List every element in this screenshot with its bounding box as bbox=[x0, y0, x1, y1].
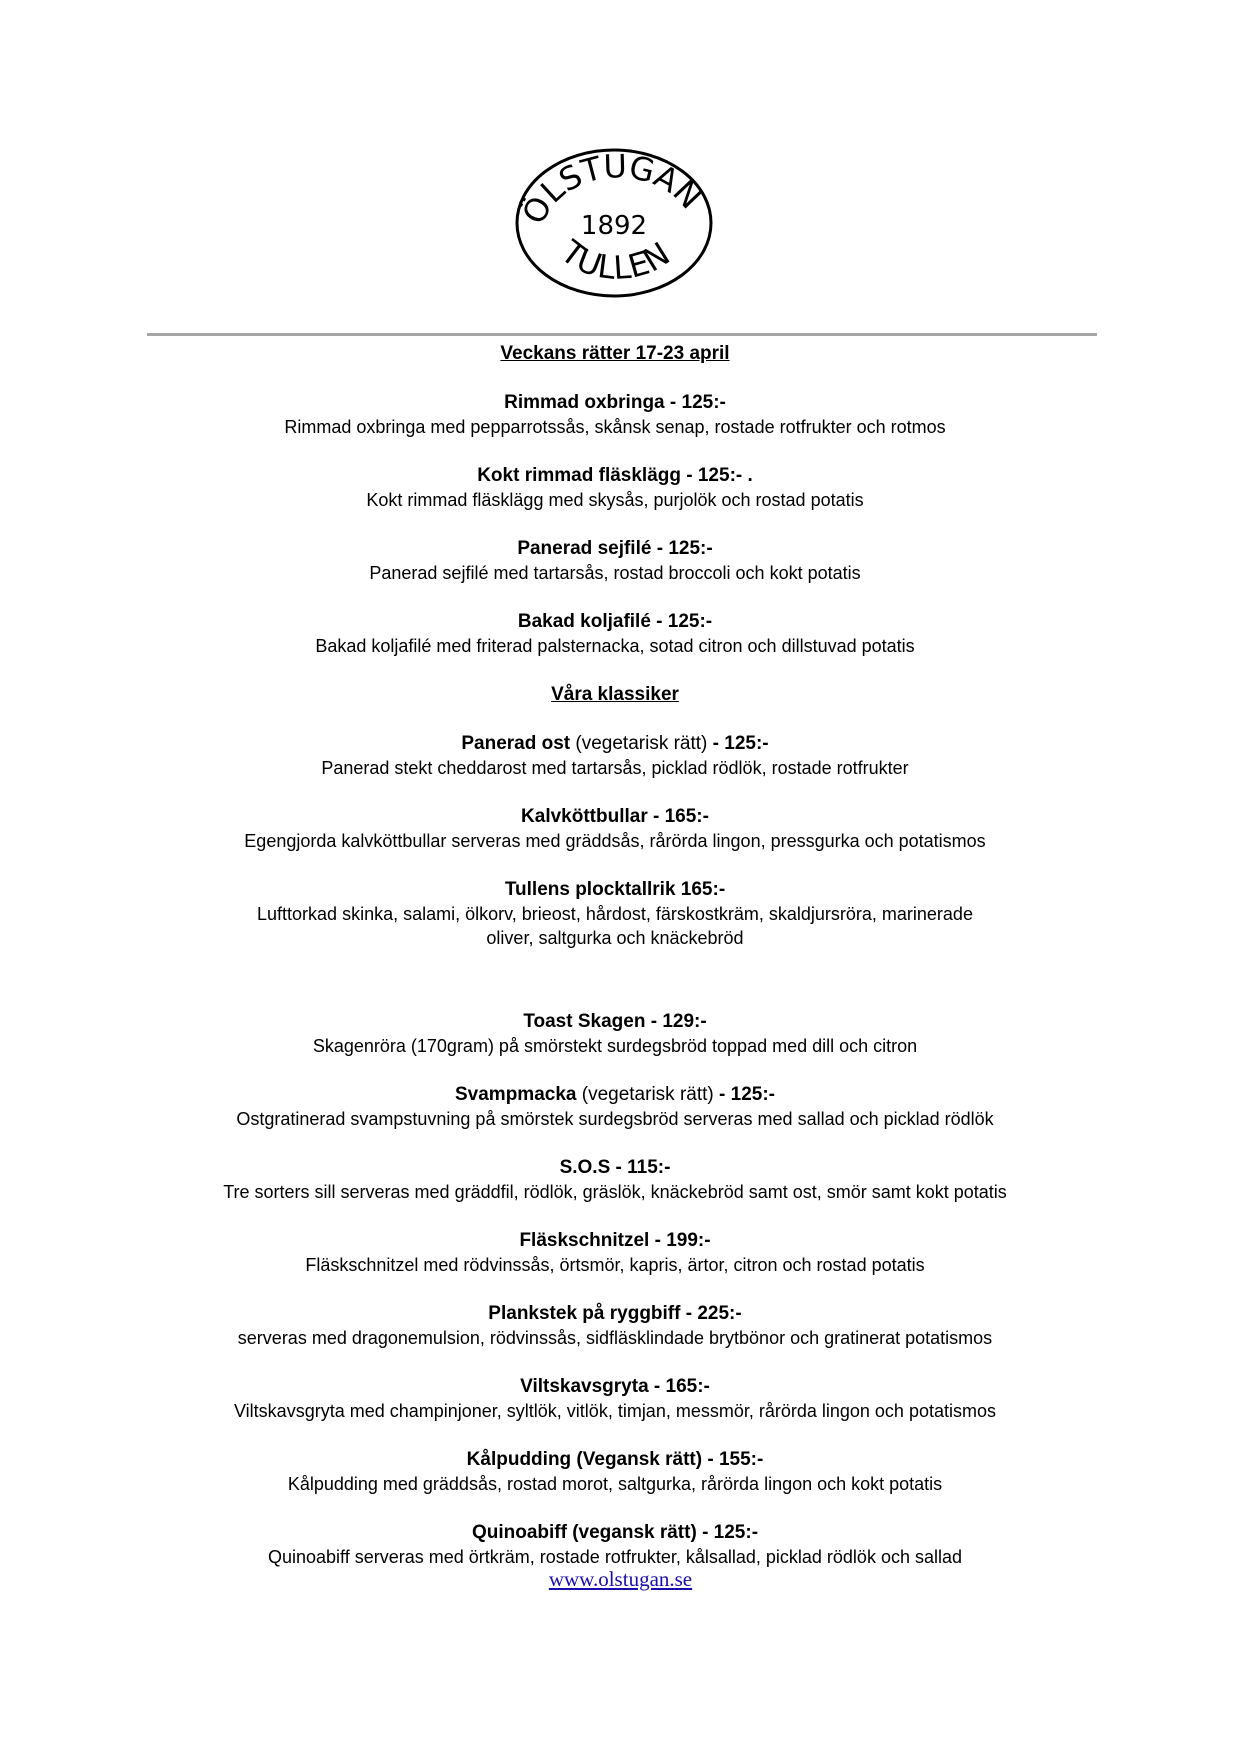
dish-name: Quinoabiff (vegansk rätt) - 125:- bbox=[471, 1522, 759, 1543]
logo-bottom-text: TULLEN bbox=[553, 232, 677, 287]
dish-name: Panerad ost bbox=[461, 733, 571, 754]
dish-item bbox=[150, 878, 1080, 950]
dish-description-line: Lufttorkad skinka, salami, ölkorv, brieost, hårdost, färskostkräm, skaldjursröra, marinerade bbox=[257, 904, 973, 924]
dish-description-line: oliver, saltgurka och knäckebröd bbox=[486, 928, 744, 948]
dish-name: Bakad koljafilé - 125:- bbox=[517, 611, 713, 632]
dish-name: Kålpudding (Vegansk rätt) - 155:- bbox=[466, 1449, 764, 1470]
dish-description: Fläskschnitzel med rödvinssås, örtsmör, kapris, ärtor, citron och rostad potatis bbox=[305, 1255, 925, 1275]
dish-description: Bakad koljafilé med friterad palsternacka, sotad citron och dillstuvad potatis bbox=[315, 636, 915, 656]
dish-name: Tullens plocktallrik 165:- bbox=[504, 879, 726, 900]
dish-note: (vegetarisk rätt) bbox=[575, 733, 708, 754]
dish-item bbox=[150, 1448, 1080, 1496]
dish-description: Ostgratinerad svampstuvning på smörstek surdegsbröd serveras med sallad och picklad rödlök bbox=[236, 1109, 994, 1129]
dish-description: Egengjorda kalvköttbullar serveras med gräddsås, rårörda lingon, pressgurka och potatismos bbox=[244, 831, 986, 851]
dish-description: Viltskavsgryta med champinjoner, syltlök, vitlök, timjan, messmör, rårörda lingon och potatismos bbox=[234, 1401, 996, 1421]
dish-name: S.O.S - 115:- bbox=[559, 1157, 671, 1178]
website-link[interactable]: www.olstugan.se bbox=[548, 1567, 693, 1591]
dish-name: Toast Skagen - 129:- bbox=[523, 1011, 707, 1032]
restaurant-logo bbox=[513, 145, 715, 300]
dish-item bbox=[150, 1521, 1080, 1569]
dish-description: serveras med dragonemulsion, rödvinssås, sidfläsklindade brytbönor och gratinerat potatismos bbox=[237, 1328, 993, 1348]
dish-item bbox=[150, 464, 1080, 512]
dish-description: Panerad sejfilé med tartarsås, rostad broccoli och kokt potatis bbox=[369, 563, 861, 583]
dish-item bbox=[150, 1156, 1080, 1204]
dish-description: Kokt rimmad fläsklägg med skysås, purjolök och rostad potatis bbox=[366, 490, 864, 510]
dish-item bbox=[150, 1375, 1080, 1423]
dish-description: Rimmad oxbringa med pepparrotssås, skånsk senap, rostade rotfrukter och rotmos bbox=[284, 417, 946, 437]
dish-item bbox=[150, 1229, 1080, 1277]
dish-item bbox=[150, 391, 1080, 439]
logo-year: 1892 bbox=[580, 211, 648, 241]
dish-description: Kålpudding med gräddsås, rostad morot, saltgurka, rårörda lingon och kokt potatis bbox=[287, 1474, 943, 1494]
dish-item bbox=[150, 805, 1080, 853]
dish-item bbox=[150, 537, 1080, 585]
dish-name: Panerad sejfilé - 125:- bbox=[517, 538, 713, 559]
dish-item bbox=[150, 610, 1080, 658]
dish-name: Viltskavsgryta - 165:- bbox=[520, 1376, 710, 1397]
dish-item bbox=[150, 732, 1080, 780]
menu bbox=[150, 338, 1080, 1569]
dish-name: Plankstek på ryggbiff - 225:- bbox=[488, 1303, 742, 1324]
dish-description: Quinoabiff serveras med örtkräm, rostade rotfrukter, kålsallad, picklad rödlök och sallad bbox=[268, 1547, 962, 1567]
dish-name: Fläskschnitzel - 199:- bbox=[519, 1230, 711, 1251]
dish-item bbox=[150, 1083, 1080, 1131]
dish-name: Kokt rimmad fläsklägg - 125:- . bbox=[477, 465, 753, 486]
dish-description: Panerad stekt cheddarost med tartarsås, picklad rödlök, rostade rotfrukter bbox=[321, 758, 909, 778]
footer bbox=[0, 1567, 1241, 1592]
dish-description: Skagenröra (170gram) på smörstekt surdegsbröd toppad med dill och citron bbox=[312, 1036, 918, 1056]
logo-top-text: ÖLSTUGAN bbox=[514, 147, 710, 231]
weekly-section-title: Veckans rätter 17-23 april bbox=[500, 343, 730, 364]
dish-name: Rimmad oxbringa - 125:- bbox=[504, 392, 726, 413]
dish-price: - 125:- bbox=[719, 1084, 775, 1105]
dish-name: Svampmacka bbox=[455, 1084, 577, 1105]
classics-section-title: Våra klassiker bbox=[551, 684, 679, 705]
dish-note: (vegetarisk rätt) bbox=[581, 1084, 714, 1105]
spacer bbox=[150, 950, 1080, 998]
dish-item bbox=[150, 1010, 1080, 1058]
dish-item bbox=[150, 1302, 1080, 1350]
dish-name: Kalvköttbullar - 165:- bbox=[521, 806, 709, 827]
dish-price: - 125:- bbox=[712, 733, 769, 754]
header-divider bbox=[147, 333, 1097, 336]
dish-description: Tre sorters sill serveras med gräddfil, rödlök, gräslök, knäckebröd samt ost, smör samt kokt potatis bbox=[223, 1182, 1007, 1202]
logo-emblem bbox=[513, 145, 715, 300]
